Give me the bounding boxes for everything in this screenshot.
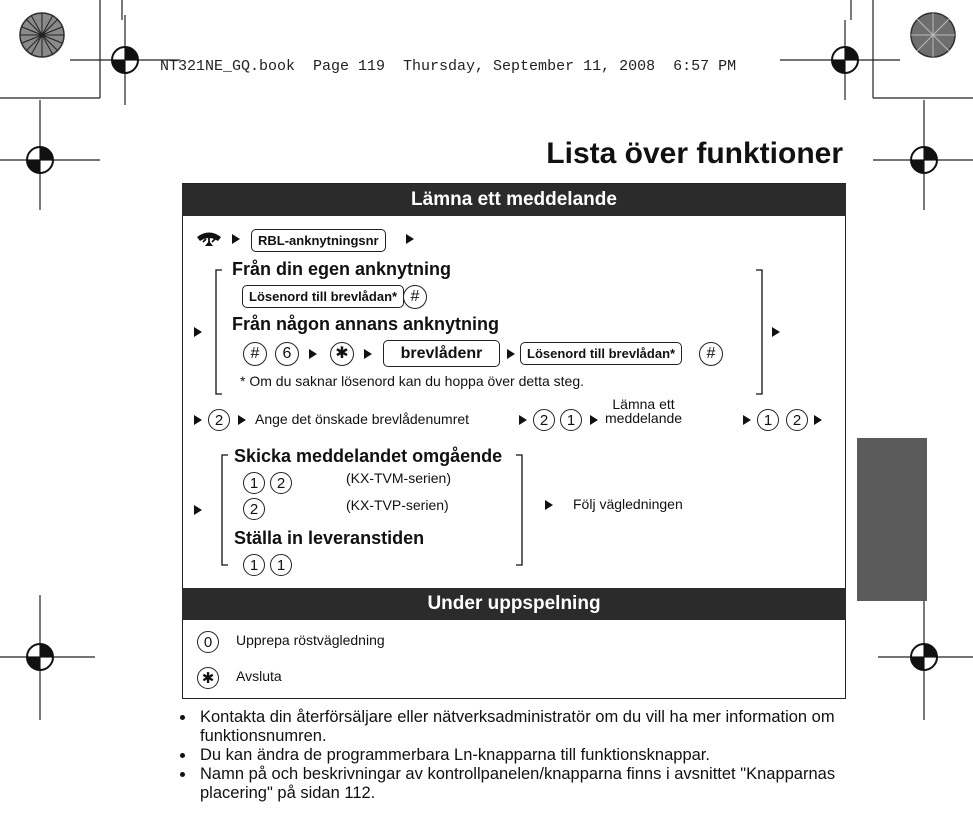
kx-tvp-series-label: (KX-TVP-serien) <box>346 497 449 513</box>
note-item: Du kan ändra de programmerbara Ln-knapparna till funktionsknappar. <box>178 746 868 765</box>
notes-list <box>178 708 868 803</box>
two-key-icon: 2 <box>533 409 555 431</box>
hash-key-icon: # <box>699 342 723 366</box>
password-footnote: * Om du saknar lösenord kan du hoppa över detta steg. <box>240 373 584 389</box>
two-key-icon: 2 <box>786 409 808 431</box>
exit-label: Avsluta <box>236 668 282 684</box>
two-key-icon: 2 <box>243 498 265 520</box>
follow-guidance-label: Följ vägledningen <box>573 496 683 512</box>
section-header-during-playback <box>182 588 846 620</box>
arrow-icon <box>545 500 553 510</box>
arrow-icon <box>743 415 751 425</box>
star-key-icon: ✱ <box>197 667 219 689</box>
set-delivery-heading: Ställa in leveranstiden <box>234 528 425 548</box>
arrow-icon <box>364 349 372 359</box>
star-key-icon: ✱ <box>330 342 354 366</box>
one-key-icon: 1 <box>243 472 265 494</box>
two-key-icon: 2 <box>208 409 230 431</box>
note-item: Namn på och beskrivningar av kontrollpanelen/knapparna finns i avsnittet "Knapparnas placering" på sidan 112. <box>178 765 868 803</box>
section-title-leave: Lämna ett meddelande <box>411 189 617 210</box>
hash-key-icon: # <box>243 342 267 366</box>
other-extension-heading: Från någon annans anknytning <box>232 314 500 334</box>
page-title: Lista över funktioner <box>546 137 843 170</box>
mailbox-password-key: Lösenord till brevlådan* <box>242 285 404 308</box>
arrow-icon <box>507 349 515 359</box>
arrow-icon <box>814 415 822 425</box>
one-key-icon: 1 <box>270 554 292 576</box>
own-extension-heading: Från din egen anknytning <box>232 259 452 279</box>
one-key-icon: 1 <box>560 409 582 431</box>
print-header-line: NT321NE_GQ.book Page 119 Thursday, September 11, 2008 6:57 PM <box>160 58 737 75</box>
arrow-icon <box>238 415 246 425</box>
arrow-icon <box>309 349 317 359</box>
rbl-extension-key: RBL-anknytningsnr <box>251 229 386 252</box>
one-key-icon: 1 <box>757 409 779 431</box>
two-key-icon: 2 <box>270 472 292 494</box>
send-now-heading: Skicka meddelandet omgående <box>234 446 503 466</box>
zero-key-icon: 0 <box>197 631 219 653</box>
leave-message-line1: Lämna ett <box>612 396 675 412</box>
enter-mailbox-text: Ange det önskade brevlådenumret <box>255 411 470 427</box>
arrow-icon <box>772 327 780 337</box>
section-title-playback: Under uppspelning <box>427 593 601 614</box>
one-key-icon: 1 <box>243 554 265 576</box>
arrow-icon <box>194 415 202 425</box>
arrow-icon <box>194 505 202 515</box>
six-key-icon: 6 <box>275 342 299 366</box>
leave-message-line2: meddelande <box>605 410 683 426</box>
hash-key-icon: # <box>403 285 427 309</box>
arrow-icon <box>519 415 527 425</box>
kx-tvm-series-label: (KX-TVM-serien) <box>346 470 452 486</box>
note-item: Kontakta din återförsäljare eller nätverksadministratör om du vill ha mer information om funktionsnumren. <box>178 708 868 746</box>
mailbox-number-key: brevlådenr <box>383 340 500 367</box>
repeat-guidance-label: Upprepa röstvägledning <box>236 632 385 648</box>
mailbox-password-key-2: Lösenord till brevlådan* <box>520 342 682 365</box>
arrow-icon <box>194 327 202 337</box>
arrow-icon <box>590 415 598 425</box>
leave-message-label <box>605 397 682 425</box>
